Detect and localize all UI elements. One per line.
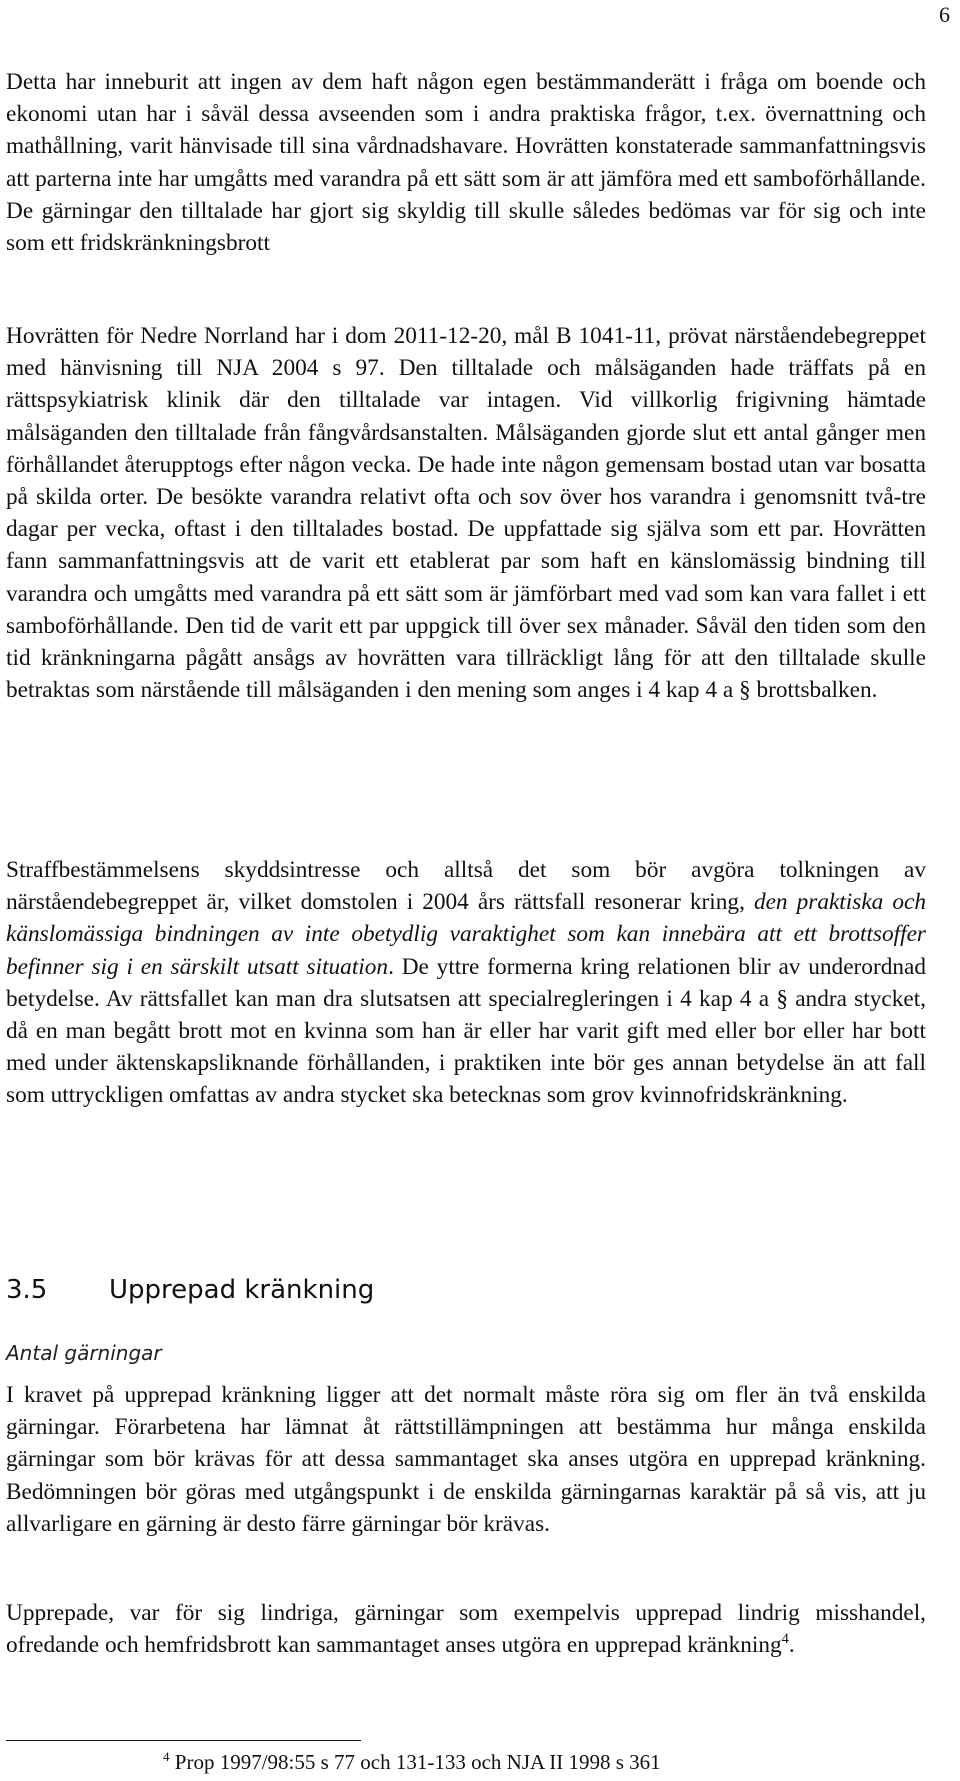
footnote-marker: 4 <box>163 1749 170 1764</box>
footnote-divider <box>6 1740 361 1741</box>
footnote-text: Prop 1997/98:55 s 77 och 131-133 och NJA II 1998 s 361 <box>169 1750 661 1774</box>
paragraph-5 <box>6 1597 926 1661</box>
section-heading <box>6 1275 374 1305</box>
footnote <box>163 1750 661 1775</box>
footnote-reference: 4 <box>781 1631 789 1648</box>
page-number: 6 <box>939 2 950 27</box>
paragraph-4: I kravet på upprepad kränkning ligger att det normalt måste röra sig om fler än två enskilda gärningar. Förarbetena har lämnat åt rättstillämpningen att bestämma hur många enskilda gärningar som bör krävas för att dessa sammantaget ska anses utgöra en upprepad kränkning. Bedömningen bör göras med utgångspunkt i de enskilda gärningarnas karaktär på så vis, att ju allvarligare en gärning är desto färre gärningar bör krävas. <box>6 1382 926 1537</box>
paragraph-2: Hovrätten för Nedre Norrland har i dom 2011-12-20, mål B 1041-11, prövat närståendebegreppet med hänvisning till NJA 2004 s 97. Den tilltalade och målsäganden hade träffats på en rättspsykiatrisk klinik där den tilltalade var intagen. Vid villkorlig frigivning hämtade målsäganden den tilltalade från fångvårdsanstalten. Målsäganden gjorde slut ett antal gånger men förhållandet återupptogs efter någon vecka. De hade inte någon gemensam bostad utan var bosatta på skilda orter. De besökte varandra relativt ofta och sov över hos varandra i genomsnitt två-tre dagar per vecka, oftast i den tilltalades bostad. De uppfattade sig själva som ett par. Hovrätten fann sammanfattningsvis att de varit ett etablerat par som haft en känslomässig bindning till varandra och umgåtts med varandra på ett sätt som är jämförbart med vad som kan vara fallet i ett samboförhållande. Den tid de varit ett par uppgick till över sex månader. Såväl den tiden som den tid kränkningarna pågått ansågs av hovrätten vara tillräckligt lång för att den tilltalade skulle betraktas som närstående till målsäganden i den mening som anges i 4 kap 4 a § brottsbalken. <box>6 323 926 704</box>
paragraph-1: Detta har inneburit att ingen av dem haft någon egen bestämmanderätt i fråga om boende och ekonomi utan har i såväl dessa avseenden som i andra praktiska frågor, t.ex. övernattning och mathållning, varit hänvisade till sina vårdnadshavare. Hovrätten konstaterade sammanfattningsvis att parterna inte har umgåtts med varandra på ett sätt som är att jämföra med ett samboförhållande. De gärningar den tilltalade har gjort sig skyldig till skulle således bedömas var för sig och inte som ett fridskränkningsbrott <box>6 69 926 257</box>
paragraph-3 <box>6 854 926 1112</box>
paragraph-5-end: . <box>788 1632 795 1659</box>
paragraph-3-italic-quote: den praktiska och känslomässiga bindningen av inte obetydlig varaktighet som kan innebära att ett brottsoffer befinner sig i en särskilt utsatt situation <box>6 889 926 980</box>
paragraph-3-text-end: . De yttre formerna kring relationen blir av underordnad betydelse. Av rättsfallet kan man dra slutsatsen att specialregleringen i 4 kap 4 a § andra stycket, då en man begått brott mot en kvinna som han är eller har varit gift med eller bor eller har bott med under äktenskapsliknande förhållanden, i praktiken inte bör ges annan betydelse än att fall som uttryckligen omfattas av andra stycket ska betecknas som grov kvinnofridskränkning. <box>6 953 926 1109</box>
subheading: Antal gärningar <box>6 1341 162 1365</box>
paragraph-3-text-start: Straffbestämmelsens skyddsintresse och alltså det som bör avgöra tolkningen av närståendebegreppet är, vilket domstolen i 2004 års rättsfall resonerar kring, <box>6 857 926 916</box>
section-number: 3.5 <box>6 1275 48 1305</box>
paragraph-5-text: Upprepade, var för sig lindriga, gärningar som exempelvis upprepad lindrig misshandel, ofredande och hemfridsbrott kan sammantaget anses utgöra en upprepad kränkning <box>6 1600 926 1659</box>
section-title: Upprepad kränkning <box>109 1275 375 1305</box>
